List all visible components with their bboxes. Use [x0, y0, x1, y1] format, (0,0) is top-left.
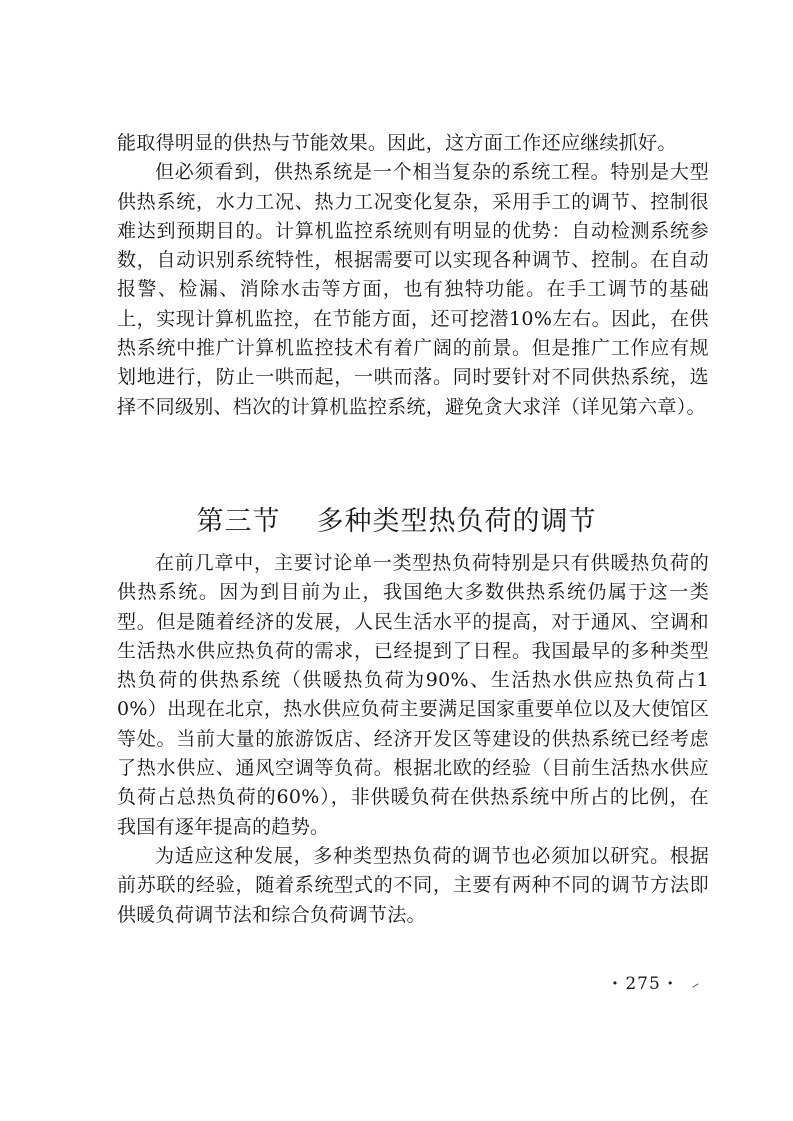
scan-mark: [692, 983, 699, 987]
section-title: 多种类型热负荷的调节: [316, 506, 597, 538]
section-heading: [0, 504, 793, 540]
paragraph-continuation: 能取得明显的供热与节能效果。因此，这方面工作还应继续抓好。: [117, 132, 677, 154]
page-number: [612, 972, 674, 996]
body-text-before-section: [117, 129, 709, 422]
page-number-value: 275: [625, 974, 661, 994]
page-number-dot-left: ·: [612, 974, 619, 994]
paragraph: 在前几章中，主要讨论单一类型热负荷特别是只有供暖热负荷的供热系统。因为到目前为止，我国绝大多数供热系统仍属于这一类型。但是随着经济的发展，人民生活水平的提高，对于通风、空调和生活热水供应热负荷的需求，已经提到了日程。我国最早的多种类型热负荷的供热系统（供暖热负荷为90%、生活热水供应热负荷占10%）出现在北京，热水供应负荷主要满足国家重要单位以及大使馆区等处。当前大量的旅游饭店、经济开发区等建设的供热系统已经考虑了热水供应、通风空调等负荷。根据北欧的经验（目前生活热水供应负荷占总热负荷的60%），非供暖负荷在供热系统中所占的比例，在我国有逐年提高的趋势。: [117, 552, 709, 838]
section-number: 第三节: [196, 506, 281, 538]
page-number-dot-right: ·: [667, 974, 675, 994]
paragraph: 但必须看到，供热系统是一个相当复杂的系统工程。特别是大型供热系统，水力工况、热力工况变化复杂，采用手工的调节、控制很难达到预期目的。计算机监控系统则有明显的优势：自动检测系统参数，自动识别系统特性，根据需要可以实现各种调节、控制。在自动报警、检漏、消除水击等方面，也有独特功能。在手工调节的基础上，实现计算机监控，在节能方面，还可挖潜10%左右。因此，在供热系统中推广计算机监控技术有着广阔的前景。但是推广工作应有规划地进行，防止一哄而起，一哄而落。同时要针对不同供热系统，选择不同级别、档次的计算机监控系统，避免贪大求洋（详见第六章）。: [117, 161, 709, 418]
body-text-after-section: [117, 549, 709, 930]
paragraph: 为适应这种发展，多种类型热负荷的调节也必须加以研究。根据前苏联的经验，随着系统型式的不同，主要有两种不同的调节方法即供暖负荷调节法和综合负荷调节法。: [117, 844, 709, 926]
